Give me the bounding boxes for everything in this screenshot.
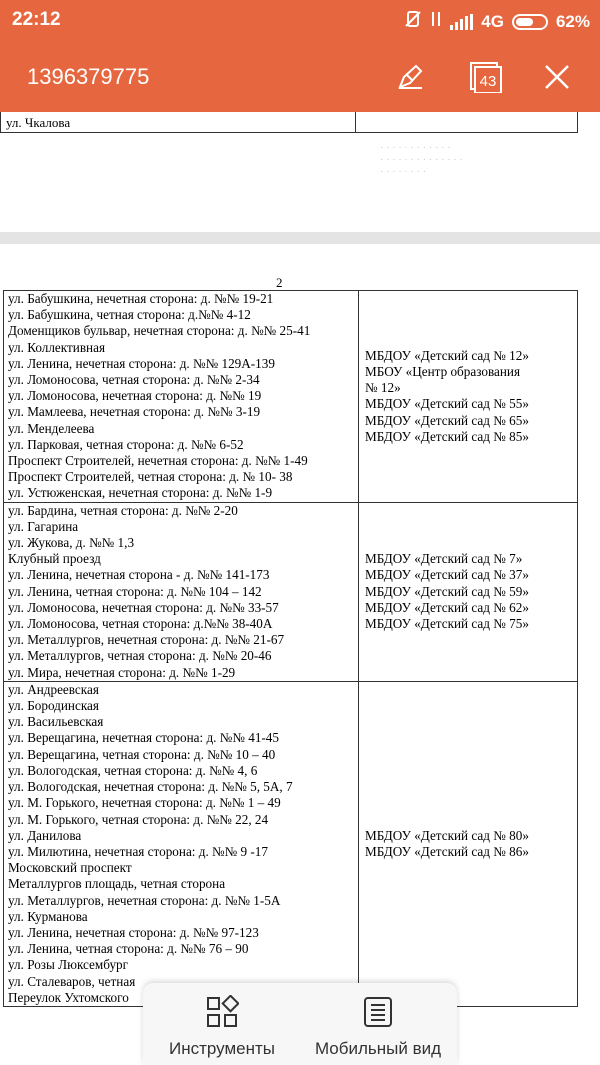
street-entry: ул. Гагарина xyxy=(8,518,79,534)
street-entry: ул. Данилова xyxy=(8,827,82,843)
edit-button[interactable] xyxy=(390,57,430,97)
document-viewer[interactable] xyxy=(0,112,600,1065)
tools-label: Инструменты xyxy=(168,1039,275,1058)
street-entry: ул. Коллективная xyxy=(8,339,106,355)
street-entry: ул. Ломоносова, четная сторона: д.№№ 38-40А xyxy=(8,616,273,632)
no-sound-icon xyxy=(404,10,422,33)
street-entry: ул. Вологодская, нечетная сторона: д. №№ 5, 5А, 7 xyxy=(8,779,293,795)
streets-cell xyxy=(4,681,359,1006)
school-entry: МБДОУ «Детский сад № 12» xyxy=(365,347,529,363)
street-entry: ул. Металлургов, четная сторона: д. №№ 20-46 xyxy=(8,648,272,664)
street-entry: ул. Милютина, нечетная сторона: д. №№ 9 -17 xyxy=(8,843,268,859)
table-row xyxy=(4,681,578,1006)
street-entry: ул. Парковая, четная сторона: д. №№ 6-52 xyxy=(8,436,244,452)
street-entry: Московский проспект xyxy=(8,860,132,876)
schools-cell xyxy=(359,291,578,503)
data-arrows-icon xyxy=(430,10,442,33)
street-entry: ул. Вологодская, четная сторона: д. №№ 4, 6 xyxy=(8,762,258,778)
table-row xyxy=(4,502,578,681)
school-entry: МБДОУ «Детский сад № 80» xyxy=(365,827,529,843)
street-entry: ул. Бардина, четная сторона: д. №№ 2-20 xyxy=(8,502,238,518)
school-entry: МБОУ «Центр образования xyxy=(365,363,521,379)
mobile-view-label: Мобильный вид xyxy=(314,1039,442,1058)
street-entry: ул. Розы Люксембург xyxy=(8,957,129,973)
school-entry: МБДОУ «Детский сад № 85» xyxy=(365,428,529,444)
street-entry: ул. Ломоносова, четная сторона: д. №№ 2-34 xyxy=(8,372,260,388)
street-entry: Проспект Строителей, нечетная сторона: д. №№ 1-49 xyxy=(8,453,308,469)
pages-icon xyxy=(468,61,502,93)
street-entry: ул. Ленина, нечетная сторона: д. №№ 97-123 xyxy=(8,924,259,940)
edit-icon xyxy=(395,62,425,92)
network-type: 4G xyxy=(481,11,504,31)
status-indicators xyxy=(404,10,590,33)
mobile-view-button[interactable] xyxy=(303,983,453,1065)
street-entry: ул. Бородинская xyxy=(8,698,99,714)
school-entry: МБДОУ «Детский сад № 86» xyxy=(365,843,529,859)
schools-cell xyxy=(359,502,578,681)
street-entry: ул. Устюженская, нечетная сторона: д. №№ 1-9 xyxy=(8,485,273,501)
street-entry: ул. М. Горького, четная сторона: д. №№ 22, 24 xyxy=(8,811,269,827)
status-bar xyxy=(0,0,600,42)
street-entry: ул. М. Горького, нечетная сторона: д. №№ 1 – 49 xyxy=(8,795,281,811)
page-number: 2 xyxy=(276,275,283,290)
school-entry: № 12» xyxy=(365,380,401,396)
street-entry: ул. Мамлеева, нечетная сторона: д. №№ 3-19 xyxy=(8,404,261,420)
street-entry: ул. Ломоносова, нечетная сторона: д. №№ 33-57 xyxy=(8,599,279,615)
signal-icon xyxy=(450,14,473,30)
street-entry: ул. Жукова, д. №№ 1,3 xyxy=(8,535,135,551)
school-assignment-table xyxy=(3,290,578,1007)
school-entry: МБДОУ «Детский сад № 7» xyxy=(365,551,523,567)
battery-icon xyxy=(512,14,548,30)
tools-icon xyxy=(205,995,239,1029)
street-entry: ул. Ломоносова, нечетная сторона: д. №№ 19 xyxy=(8,388,262,404)
previous-page-table-row xyxy=(0,112,578,133)
street-entry: Металлургов площадь, четная сторона xyxy=(8,876,226,892)
previous-row-street: ул. Чкалова xyxy=(6,115,71,130)
street-entry: ул. Ленина, четная сторона: д. №№ 76 – 90 xyxy=(8,941,249,957)
street-entry: ул. Металлургов, нечетная сторона: д. №№ 1-5А xyxy=(8,892,281,908)
column-divider xyxy=(355,112,356,132)
street-entry: ул. Курманова xyxy=(8,908,88,924)
street-entry: ул. Андреевская xyxy=(8,681,99,697)
school-entry: МБДОУ «Детский сад № 75» xyxy=(365,616,529,632)
street-entry: ул. Сталеваров, четная xyxy=(8,973,136,989)
pages-button[interactable] xyxy=(465,57,505,97)
street-entry: ул. Верещагина, четная сторона: д. №№ 10 – 40 xyxy=(8,746,276,762)
street-entry: ул. Ленина, нечетная сторона: д. №№ 129А-139 xyxy=(8,355,275,371)
page-count: 43 xyxy=(479,73,497,90)
street-entry: ул. Бабушкина, нечетная сторона: д. №№ 19-21 xyxy=(8,291,274,306)
street-entry: ул. Мира, нечетная сторона: д. №№ 1-29 xyxy=(8,664,236,680)
street-entry: ул. Металлургов, нечетная сторона: д. №№ 21-67 xyxy=(8,632,285,648)
streets-cell xyxy=(4,502,359,681)
app-bar xyxy=(0,42,600,112)
close-icon xyxy=(543,63,571,91)
document-title: 1396379775 xyxy=(27,64,150,89)
status-time: 22:12 xyxy=(12,9,61,30)
street-entry: Доменщиков бульвар, нечетная сторона: д. №№ 25-41 xyxy=(8,323,311,339)
streets-cell xyxy=(4,291,359,503)
street-entry: Проспект Строителей, четная сторона: д. № 10- 38 xyxy=(8,469,293,485)
school-entry: МБДОУ «Детский сад № 65» xyxy=(365,412,529,428)
school-entry: МБДОУ «Детский сад № 62» xyxy=(365,599,529,615)
school-entry: МБДОУ «Детский сад № 59» xyxy=(365,583,529,599)
school-entry: МБДОУ «Детский сад № 37» xyxy=(365,567,529,583)
bleed-through-text: · · · · · · · · · · · · · · · · · · · · · · · · · · · · · · · · · · xyxy=(380,142,463,177)
close-button[interactable] xyxy=(537,57,577,97)
schools-cell xyxy=(359,681,578,1006)
school-entry: МБДОУ «Детский сад № 55» xyxy=(365,396,529,412)
street-entry: ул. Васильевская xyxy=(8,714,104,730)
street-entry: ул. Бабушкина, четная сторона: д.№№ 4-12 xyxy=(8,307,251,323)
battery-percent: 62% xyxy=(555,11,590,31)
page-gap xyxy=(0,232,600,244)
street-entry: Переулок Ухтомского xyxy=(8,989,129,1005)
bottom-toolbar xyxy=(143,983,457,1065)
mobile-view-icon xyxy=(361,995,395,1029)
tools-button[interactable] xyxy=(155,983,289,1065)
table-row xyxy=(4,291,578,503)
street-entry: ул. Ленина, нечетная сторона - д. №№ 141-173 xyxy=(8,567,270,583)
street-entry: Клубный проезд xyxy=(8,551,101,567)
street-entry: ул. Менделеева xyxy=(8,420,95,436)
street-entry: ул. Ленина, четная сторона: д. №№ 104 – 142 xyxy=(8,583,262,599)
street-entry: ул. Верещагина, нечетная сторона: д. №№ 41-45 xyxy=(8,730,279,746)
